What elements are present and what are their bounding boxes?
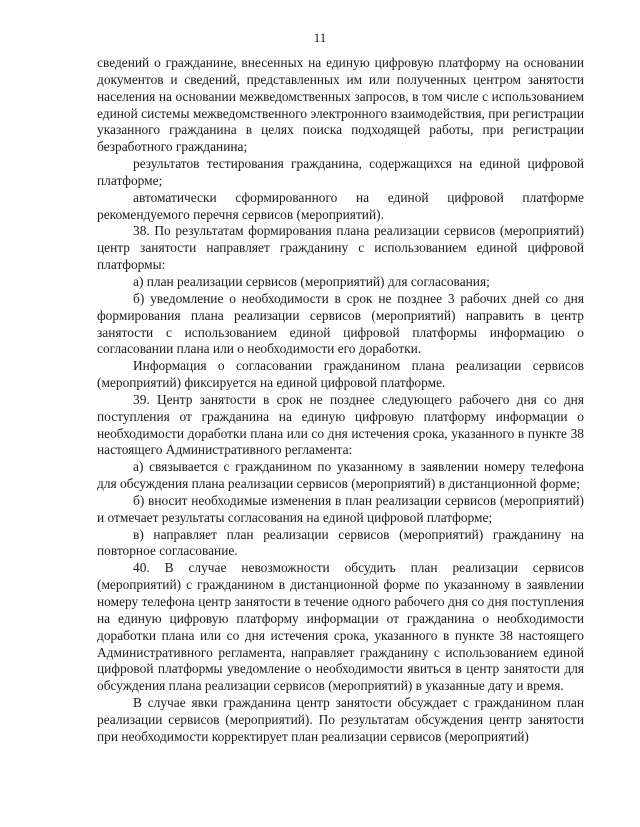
page-number: 11 bbox=[313, 30, 327, 45]
paragraph-11: в) направляет план реализации сервисов (мероприятий) гражданину на повторное согласование. bbox=[97, 526, 584, 559]
paragraph-3: автоматически сформированного на единой цифровой платформе рекомендуемого перечня сервисов (мероприятий). bbox=[97, 189, 584, 222]
paragraph-4: 38. По результатам формирования плана реализации сервисов (мероприятий) центр занятости направляет гражданину с использованием единой цифровой платформы: bbox=[97, 223, 584, 273]
paragraph-13: В случае явки гражданина центр занятости обсуждает с гражданином план реализации сервисов (мероприятий). По результатам обсуждения центр занятости при необходимости корректирует план реализации сервисов (мероприятий) bbox=[97, 695, 584, 744]
paragraph-6: б) уведомление о необходимости в срок не позднее 3 рабочих дней со дня формирования плана реализации сервисов (мероприятий) направить в центр занятости с использованием единой цифровой платформы информацию о согласовании плана или о необходимости его доработки. bbox=[97, 290, 584, 357]
paragraph-10: б) вносит необходимые изменения в план реализации сервисов (мероприятий) и отмечает результаты согласования на единой цифровой платформе; bbox=[97, 492, 584, 525]
document-body bbox=[97, 55, 584, 746]
paragraph-12: 40. В случае невозможности обсудить план реализации сервисов (мероприятий) с гражданином в дистанционной форме по указанному в заявлении номеру телефона центр занятости в течение одного рабочего дня со дня поступления на единую цифровую платформу информации от гражданина о необходимости доработки плана или со дня истечения срока, указанного в пункте 38 настоящего Административного регламента, направляет гражданину с использованием единой цифровой платформы уведомление о необходимости явиться в центр занятости для обсуждения плана реализации сервисов (мероприятий) в указанные дату и время. bbox=[97, 560, 584, 694]
paragraph-5: а) план реализации сервисов (мероприятий) для согласования; bbox=[133, 273, 490, 289]
paragraph-9: а) связывается с гражданином по указанному в заявлении номеру телефона для обсуждения плана реализации сервисов (мероприятий) в дистанционной форме; bbox=[97, 459, 584, 492]
paragraph-8: 39. Центр занятости в срок не позднее следующего рабочего дня со дня поступления от гражданина на единую цифровую платформу информации о необходимости доработки плана или со дня истечения срока, указанного в пункте 38 настоящего Административного регламента: bbox=[97, 391, 584, 458]
paragraph-7: Информация о согласовании гражданином плана реализации сервисов (мероприятий) фиксируется на единой цифровой платформе. bbox=[97, 358, 584, 391]
paragraph-2: результатов тестирования гражданина, содержащихся на единой цифровой платформе; bbox=[97, 156, 584, 188]
paragraph-1: сведений о гражданине, внесенных на единую цифровую платформу на основании документов и сведений, представленных им или полученных центром занятости населения на основании межведомственных запросов, в том числе с использованием единой системы межведомственного электронного взаимодействия, при регистрации указанного гражданина в целях поиска подходящей работы, при регистрации безработного гражданина; bbox=[97, 55, 584, 155]
